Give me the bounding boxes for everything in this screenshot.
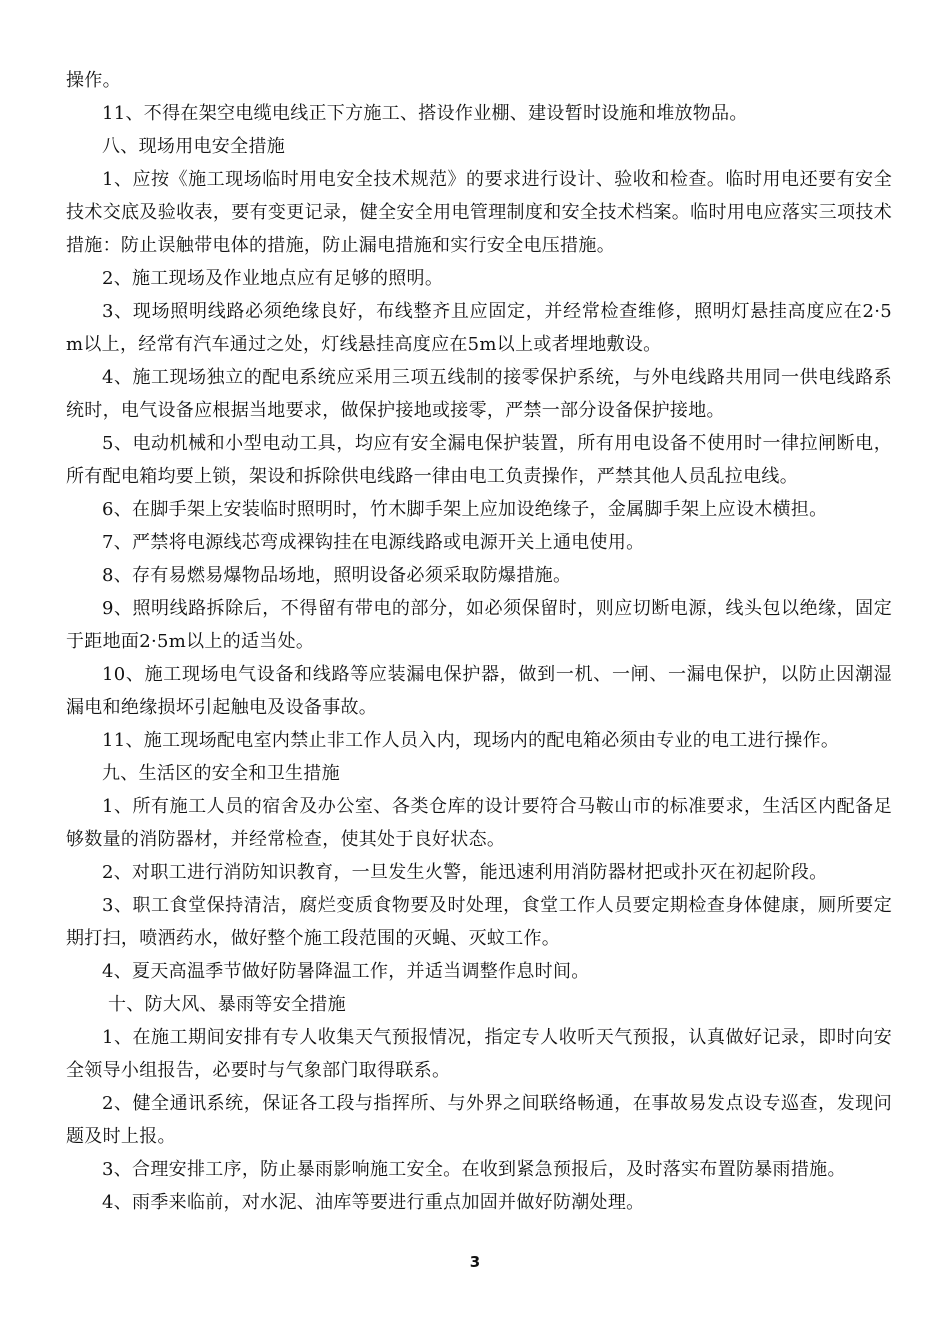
paragraph-item: 11、施工现场配电室内禁止非工作人员入内，现场内的配电箱必须由专业的电工进行操作。 xyxy=(102,730,840,751)
paragraph-item: 10、施工现场电气设备和线路等应装漏电保护器，做到一机、一闸、一漏电保护，以防止因潮湿漏电和绝缘损坏引起触电及设备事故。 xyxy=(66,664,892,718)
paragraph-item: 11、不得在架空电缆电线正下方施工、搭设作业棚、建设暂时设施和堆放物品。 xyxy=(102,103,748,124)
paragraph-item: 2、施工现场及作业地点应有足够的照明。 xyxy=(102,268,444,289)
paragraph-item: 1、在施工期间安排有专人收集天气预报情况，指定专人收听天气预报，认真做好记录，即时向安全领导小组报告，必要时与气象部门取得联系。 xyxy=(66,1027,892,1081)
paragraph-item: 3、职工食堂保持清洁，腐烂变质食物要及时处理，食堂工作人员要定期检查身体健康，厕所要定期打扫，喷洒药水，做好整个施工段范围的灭蝇、灭蚊工作。 xyxy=(66,895,892,949)
paragraph-item: 3、现场照明线路必须绝缘良好，布线整齐且应固定，并经常检查维修，照明灯悬挂高度应在2·5m以上，经常有汽车通过之处，灯线悬挂高度应在5m以上或者埋地敷设。 xyxy=(66,301,892,355)
page-number: 3 xyxy=(469,1253,481,1271)
paragraph-item: 1、应按《施工现场临时用电安全技术规范》的要求进行设计、验收和检查。临时用电还要有安全技术交底及验收表，要有变更记录，健全安全用电管理制度和安全技术档案。临时用电应落实三项技术措施：防止误触带电体的措施，防止漏电措施和实行安全电压措施。 xyxy=(66,169,892,256)
paragraph-item: 4、施工现场独立的配电系统应采用三项五线制的接零保护系统，与外电线路共用同一供电线路系统时，电气设备应根据当地要求，做保护接地或接零，严禁一部分设备保护接地。 xyxy=(66,367,892,421)
section-heading-10: 十、防大风、暴雨等安全措施 xyxy=(108,994,346,1015)
section-heading-9: 九、生活区的安全和卫生措施 xyxy=(102,763,340,784)
paragraph-item: 8、存有易燃易爆物品场地，照明设备必须采取防爆措施。 xyxy=(102,565,572,586)
paragraph-item: 9、照明线路拆除后，不得留有带电的部分，如必须保留时，则应切断电源，线头包以绝缘，固定于距地面2·5m以上的适当处。 xyxy=(66,598,892,652)
paragraph-item: 2、对职工进行消防知识教育，一旦发生火警，能迅速利用消防器材把或扑灭在初起阶段。 xyxy=(102,862,828,883)
paragraph-item: 7、严禁将电源线芯弯成裸钩挂在电源线路或电源开关上通电使用。 xyxy=(102,532,645,553)
paragraph-item: 6、在脚手架上安装临时照明时，竹木脚手架上应加设绝缘子，金属脚手架上应设木横担。 xyxy=(102,499,828,520)
document-body xyxy=(66,64,892,1219)
paragraph-item: 4、夏天高温季节做好防暑降温工作，并适当调整作息时间。 xyxy=(102,961,590,982)
paragraph-item: 5、电动机械和小型电动工具，均应有安全漏电保护装置，所有用电设备不使用时一律拉闸断电，所有配电箱均要上锁，架设和拆除供电线路一律由电工负责操作，严禁其他人员乱拉电线。 xyxy=(66,433,892,487)
paragraph-item: 3、合理安排工序，防止暴雨影响施工安全。在收到紧急预报后，及时落实布置防暴雨措施。 xyxy=(102,1159,846,1180)
paragraph-continuation: 操作。 xyxy=(66,70,121,91)
paragraph-item: 1、所有施工人员的宿舍及办公室、各类仓库的设计要符合马鞍山市的标准要求，生活区内配备足够数量的消防器材，并经常检查，使其处于良好状态。 xyxy=(66,796,892,850)
section-heading-8: 八、现场用电安全措施 xyxy=(102,136,285,157)
paragraph-item: 2、健全通讯系统，保证各工段与指挥所、与外界之间联络畅通，在事故易发点设专巡查，发现问题及时上报。 xyxy=(66,1093,892,1147)
paragraph-item: 4、雨季来临前，对水泥、油库等要进行重点加固并做好防潮处理。 xyxy=(102,1192,645,1213)
